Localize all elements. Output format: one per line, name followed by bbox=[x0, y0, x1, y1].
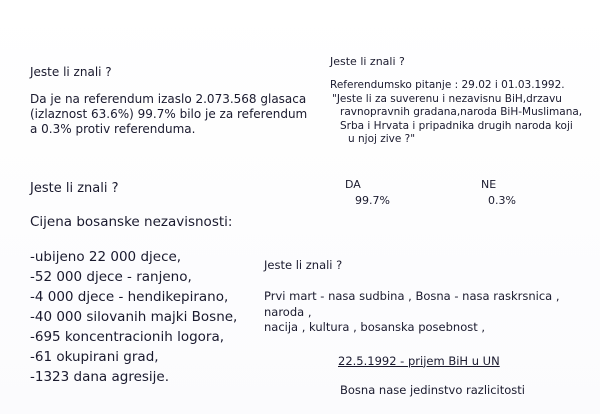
block-heading: Jeste li znali ? bbox=[30, 181, 119, 196]
motto: Bosna nase jedinstvo razlicitosti bbox=[340, 382, 525, 397]
question-line: u njoj zive ?" bbox=[348, 133, 416, 145]
referendum-question-block bbox=[330, 55, 590, 147]
list-item: -695 koncentracionih logora, bbox=[30, 329, 225, 345]
yes-value: 99.7% bbox=[355, 194, 390, 207]
body-line: a 0.3% protiv referenduma. bbox=[30, 122, 196, 136]
block-body bbox=[30, 92, 320, 137]
referendum-question bbox=[330, 93, 590, 147]
list-item: -ubijeno 22 000 djece, bbox=[30, 249, 182, 265]
question-line: "Jeste li za suverenu i nezavisnu BiH,drzavu bbox=[332, 92, 562, 105]
yes-label: DA bbox=[345, 178, 361, 191]
referendum-result-block bbox=[30, 65, 320, 137]
body-line: Da je na referendum izaslo 2.073.568 glasaca bbox=[30, 92, 307, 106]
block-subtitle: Cijena bosanske nezavisnosti: bbox=[30, 214, 233, 230]
first-march-block bbox=[264, 258, 584, 397]
block-heading: Jeste li znali ? bbox=[30, 65, 112, 79]
referendum-date: Referendumsko pitanje : 29.02 i 01.03.1992. bbox=[330, 79, 565, 91]
cost-of-independence-block bbox=[30, 181, 300, 387]
list-item: -61 okupirani grad, bbox=[30, 349, 159, 365]
list-item: -4 000 djece - hendikepirano, bbox=[30, 289, 229, 305]
referendum-results bbox=[345, 178, 545, 208]
block-heading: Jeste li znali ? bbox=[330, 55, 405, 68]
body-line: (izlaznost 63.6%) 99.7% bilo je za referendum bbox=[30, 107, 308, 121]
question-line: ravnopravnih gradana,naroda BiH-Muslimana, bbox=[340, 106, 583, 118]
body-line: nacija , kultura , bosanska posebnost , bbox=[264, 320, 486, 334]
un-admission-date: 22.5.1992 - prijem BiH u UN bbox=[338, 353, 500, 368]
body-line: Prvi mart - nasa sudbina , Bosna - nasa raskrsnica , naroda , bbox=[264, 289, 560, 319]
no-label: NE bbox=[481, 178, 497, 191]
no-value: 0.3% bbox=[488, 194, 516, 207]
list-item: -1323 dana agresije. bbox=[30, 369, 170, 385]
list-item: -40 000 silovanih majki Bosne, bbox=[30, 309, 238, 325]
cost-list bbox=[30, 247, 300, 387]
list-item: -52 000 djece - ranjeno, bbox=[30, 269, 192, 285]
question-line: Srba i Hrvata i pripadnika drugih naroda koji bbox=[340, 119, 573, 132]
block-body bbox=[264, 289, 584, 336]
block-heading: Jeste li znali ? bbox=[264, 258, 343, 272]
